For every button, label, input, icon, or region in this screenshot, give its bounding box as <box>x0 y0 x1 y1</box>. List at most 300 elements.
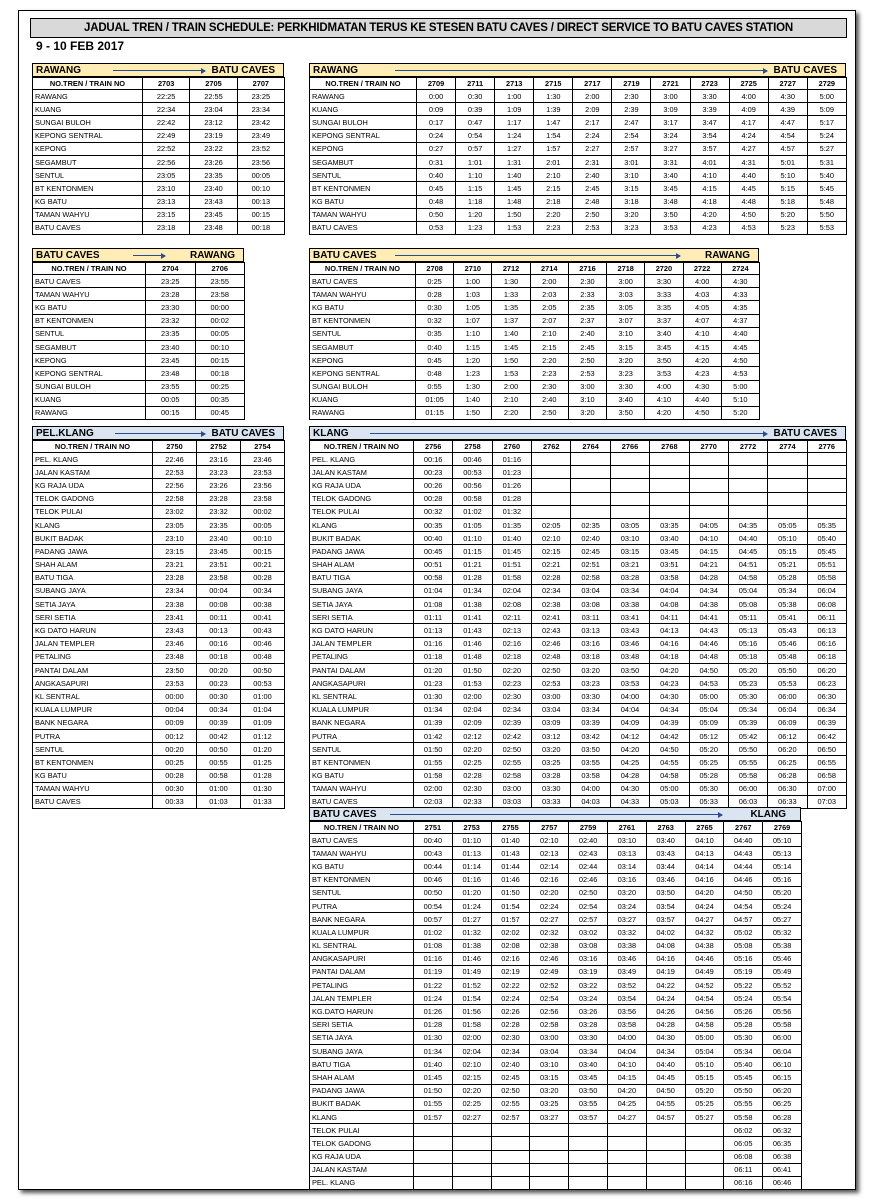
departure-time: 4:20 <box>690 208 729 221</box>
departure-time: 4:54 <box>768 129 807 142</box>
departure-time: 23:04 <box>190 103 237 116</box>
table-row <box>310 886 802 899</box>
departure-time: 01:49 <box>452 965 491 978</box>
departure-time: 04:09 <box>610 716 649 729</box>
train-number: 2712 <box>492 263 530 275</box>
train-number: 2765 <box>685 822 724 834</box>
train-number: 2750 <box>153 441 197 453</box>
departure-time: 06:18 <box>807 650 846 663</box>
departure-time: 3:27 <box>651 142 690 155</box>
departure-time: 3:30 <box>690 90 729 103</box>
departure-time <box>532 453 571 466</box>
departure-time: 06:28 <box>768 769 807 782</box>
table-row <box>310 155 847 168</box>
departure-time: 3:37 <box>645 314 683 327</box>
departure-time: 22:25 <box>143 90 190 103</box>
departure-time: 05:02 <box>724 926 763 939</box>
departure-time: 23:25 <box>146 275 196 288</box>
departure-time <box>607 1163 646 1176</box>
departure-time: 01:56 <box>452 1005 491 1018</box>
departure-time: 00:34 <box>197 703 241 716</box>
origin-station: BATU CAVES <box>313 250 377 261</box>
departure-time: 01:45 <box>414 1071 453 1084</box>
station-name: SENTUL <box>33 169 143 182</box>
departure-time: 03:24 <box>607 899 646 912</box>
departure-time: 05:13 <box>763 847 802 860</box>
table-row <box>310 637 847 650</box>
departure-time: 23:42 <box>237 116 284 129</box>
departure-time: 01:32 <box>492 505 531 518</box>
departure-time: 00:02 <box>195 314 245 327</box>
departure-time: 2:53 <box>573 221 612 234</box>
departure-time: 05:38 <box>763 939 802 952</box>
departure-time <box>452 1150 491 1163</box>
departure-time: 06:38 <box>763 1150 802 1163</box>
departure-time: 3:23 <box>607 367 645 380</box>
departure-time: 03:03 <box>492 795 531 808</box>
departure-time: 4:47 <box>768 116 807 129</box>
departure-time: 00:15 <box>237 208 284 221</box>
origin-station: RAWANG <box>313 65 358 76</box>
departure-time: 03:15 <box>610 545 649 558</box>
departure-time: 01:09 <box>241 716 285 729</box>
station-name: BATU CAVES <box>33 221 143 234</box>
departure-time: 03:28 <box>532 769 571 782</box>
station-name: TAMAN WAHYU <box>310 208 417 221</box>
departure-time: 05:15 <box>768 545 807 558</box>
table-batucaves-to-rawang-late <box>32 248 244 420</box>
departure-time: 0:45 <box>417 182 456 195</box>
departure-time: 01:55 <box>414 1097 453 1110</box>
departure-time: 05:30 <box>724 1031 763 1044</box>
departure-time: 03:10 <box>610 532 649 545</box>
station-name: KG BATU <box>310 769 414 782</box>
station-name: KEPONG <box>310 142 417 155</box>
departure-time: 01:03 <box>197 795 241 808</box>
departure-time: 03:50 <box>571 743 610 756</box>
station-name: TELOK PULAI <box>310 505 414 518</box>
departure-time: 04:19 <box>646 965 685 978</box>
station-name: KUANG <box>33 103 143 116</box>
departure-time: 2:15 <box>534 182 573 195</box>
departure-time: 4:40 <box>721 327 759 340</box>
departure-time: 04:10 <box>689 532 728 545</box>
departure-time: 00:15 <box>195 354 245 367</box>
station-name: PETALING <box>33 650 153 663</box>
departure-time: 03:08 <box>571 598 610 611</box>
departure-time: 2:30 <box>568 275 606 288</box>
departure-time: 05:52 <box>763 979 802 992</box>
departure-time: 1:40 <box>454 393 492 406</box>
station-name: SENTUL <box>310 327 416 340</box>
departure-time: 05:08 <box>724 939 763 952</box>
departure-time: 03:55 <box>571 756 610 769</box>
departure-time: 3:05 <box>607 301 645 314</box>
departure-time: 04:15 <box>607 1071 646 1084</box>
departure-time: 1:00 <box>495 90 534 103</box>
departure-time: 02:45 <box>571 545 610 558</box>
departure-time: 03:20 <box>607 886 646 899</box>
departure-time: 0:30 <box>456 90 495 103</box>
departure-time <box>491 1163 530 1176</box>
station-name: BANK NEGARA <box>33 716 153 729</box>
departure-time <box>491 1137 530 1150</box>
train-number: 2752 <box>197 441 241 453</box>
station-name: RAWANG <box>33 406 146 419</box>
departure-time: 5:01 <box>768 155 807 168</box>
departure-time: 05:41 <box>768 611 807 624</box>
station-name: SUNGAI BULOH <box>33 116 143 129</box>
departure-time: 01:16 <box>414 637 453 650</box>
departure-time: 04:03 <box>571 795 610 808</box>
departure-time: 05:14 <box>763 860 802 873</box>
train-number: 2713 <box>495 78 534 90</box>
departure-time: 02:58 <box>530 1018 569 1031</box>
departure-time <box>607 1150 646 1163</box>
departure-time: 3:10 <box>568 393 606 406</box>
station-name: BT KENTONMEN <box>310 873 414 886</box>
departure-time: 3:30 <box>607 380 645 393</box>
station-name: BT KENTONMEN <box>33 314 146 327</box>
departure-time: 3:15 <box>612 182 651 195</box>
table-row <box>33 769 285 782</box>
departure-time: 2:37 <box>568 314 606 327</box>
departure-time: 1:53 <box>492 367 530 380</box>
departure-time: 0:47 <box>456 116 495 129</box>
table-row <box>33 795 285 808</box>
departure-time: 02:55 <box>491 1097 530 1110</box>
departure-time: 02:33 <box>453 795 492 808</box>
departure-time: 3:20 <box>568 406 606 419</box>
departure-time: 22:53 <box>153 466 197 479</box>
table-row <box>33 743 285 756</box>
departure-time: 5:53 <box>807 221 846 234</box>
departure-time: 01:58 <box>452 1018 491 1031</box>
station-name: ANGKASAPURI <box>310 677 414 690</box>
destination-station: KLANG <box>750 809 786 820</box>
departure-time: 03:54 <box>607 992 646 1005</box>
departure-time: 0:48 <box>416 367 454 380</box>
departure-time: 05:22 <box>724 979 763 992</box>
departure-time <box>414 1124 453 1137</box>
schedule-date: 9 - 10 FEB 2017 <box>36 39 125 53</box>
departure-time: 4:07 <box>683 314 721 327</box>
station-name: ANGKASAPURI <box>33 677 153 690</box>
departure-time: 04:32 <box>685 926 724 939</box>
departure-time: 3:45 <box>645 340 683 353</box>
departure-time: 06:12 <box>768 729 807 742</box>
departure-time <box>569 1137 608 1150</box>
station-name: PEL. KLANG <box>310 453 414 466</box>
station-name: KEPONG SENTRAL <box>33 129 143 142</box>
departure-time: 02:56 <box>530 1005 569 1018</box>
departure-time: 02:57 <box>569 913 608 926</box>
departure-time: 05:21 <box>768 558 807 571</box>
table-row <box>33 716 285 729</box>
station-name: PUTRA <box>310 899 414 912</box>
departure-time: 5:18 <box>768 195 807 208</box>
departure-time: 02:24 <box>530 899 569 912</box>
departure-time: 4:50 <box>721 354 759 367</box>
departure-time: 0:40 <box>416 340 454 353</box>
departure-time: 4:33 <box>721 288 759 301</box>
departure-time: 00:57 <box>414 913 453 926</box>
departure-time: 02:08 <box>492 598 531 611</box>
table-row <box>310 1084 802 1097</box>
departure-time: 0:25 <box>416 275 454 288</box>
table-rawang-to-batucaves-early <box>309 63 846 235</box>
table-header <box>32 426 284 440</box>
departure-time: 2:57 <box>612 142 651 155</box>
departure-time: 02:10 <box>452 1058 491 1071</box>
departure-time: 0:09 <box>417 103 456 116</box>
departure-time: 3:53 <box>645 367 683 380</box>
table-row <box>33 221 285 234</box>
departure-time: 01:28 <box>241 769 285 782</box>
departure-time: 00:05 <box>146 393 196 406</box>
departure-time <box>530 1163 569 1176</box>
departure-time: 3:31 <box>651 155 690 168</box>
station-name: KG BATU <box>33 195 143 208</box>
departure-time: 04:13 <box>685 847 724 860</box>
station-name: JALAN TEMPLER <box>310 992 414 1005</box>
departure-time: 0:53 <box>417 221 456 234</box>
table-header <box>309 63 846 77</box>
departure-time: 03:40 <box>569 1058 608 1071</box>
departure-time: 06:03 <box>728 795 767 808</box>
departure-time: 5:17 <box>807 116 846 129</box>
departure-time: 00:16 <box>414 453 453 466</box>
departure-time: 04:38 <box>685 939 724 952</box>
table-row <box>33 116 285 129</box>
station-name: KUALA LUMPUR <box>310 926 414 939</box>
departure-time: 01:02 <box>414 926 453 939</box>
departure-time: 05:28 <box>768 571 807 584</box>
departure-time: 01:39 <box>414 716 453 729</box>
departure-time: 3:00 <box>568 380 606 393</box>
departure-time: 00:55 <box>197 756 241 769</box>
departure-time <box>452 1163 491 1176</box>
table-row <box>33 406 245 419</box>
departure-time: 03:39 <box>571 716 610 729</box>
departure-time <box>646 1150 685 1163</box>
table-row <box>310 769 847 782</box>
departure-time: 02:32 <box>530 926 569 939</box>
departure-time: 04:58 <box>728 571 767 584</box>
departure-time: 05:10 <box>685 1058 724 1071</box>
departure-time: 06:23 <box>807 677 846 690</box>
departure-time: 04:39 <box>650 716 689 729</box>
table-row <box>310 939 802 952</box>
departure-time: 00:28 <box>153 769 197 782</box>
departure-time: 02:45 <box>491 1071 530 1084</box>
table-row <box>33 558 285 571</box>
departure-time: 1:18 <box>456 195 495 208</box>
station-name: TELOK GADONG <box>33 492 153 505</box>
station-name: BATU CAVES <box>310 275 416 288</box>
departure-time: 3:24 <box>651 129 690 142</box>
departure-time: 03:10 <box>530 1058 569 1071</box>
departure-time: 04:46 <box>724 873 763 886</box>
departure-time: 2:39 <box>612 103 651 116</box>
departure-time: 04:56 <box>685 1005 724 1018</box>
departure-time: 5:10 <box>721 393 759 406</box>
departure-time: 07:00 <box>807 782 846 795</box>
departure-time <box>650 466 689 479</box>
station-name: KG BATU <box>310 301 416 314</box>
departure-time: 2:40 <box>573 169 612 182</box>
departure-time: 02:34 <box>532 584 571 597</box>
departure-time: 4:30 <box>721 275 759 288</box>
departure-time: 00:20 <box>197 664 241 677</box>
departure-time: 04:28 <box>689 571 728 584</box>
departure-time: 05:16 <box>724 952 763 965</box>
departure-time <box>807 466 846 479</box>
destination-station: BATU CAVES <box>773 428 837 439</box>
departure-time: 06:20 <box>763 1084 802 1097</box>
departure-time: 23:28 <box>146 288 196 301</box>
departure-time: 3:48 <box>651 195 690 208</box>
departure-time: 02:20 <box>492 664 531 677</box>
departure-time: 05:50 <box>728 743 767 756</box>
train-number-row <box>310 822 802 834</box>
departure-time: 03:16 <box>607 873 646 886</box>
departure-time: 02:50 <box>491 1084 530 1097</box>
departure-time: 23:10 <box>153 532 197 545</box>
departure-time: 23:53 <box>153 677 197 690</box>
departure-time: 02:40 <box>571 532 610 545</box>
departure-time: 01:24 <box>452 899 491 912</box>
departure-time: 23:46 <box>153 637 197 650</box>
departure-time: 05:46 <box>763 952 802 965</box>
departure-time: 4:48 <box>729 195 768 208</box>
station-name: SEGAMBUT <box>310 155 417 168</box>
departure-time: 03:25 <box>532 756 571 769</box>
page-title: JADUAL TREN / TRAIN SCHEDULE: PERKHIDMATAN TERUS KE STESEN BATU CAVES / DIRECT SERVICE TO BATU CAVES STATION <box>30 18 847 38</box>
departure-time: 03:54 <box>646 899 685 912</box>
departure-time: 2:33 <box>568 288 606 301</box>
departure-time: 00:02 <box>241 505 285 518</box>
departure-time: 01:45 <box>492 545 531 558</box>
departure-time: 01:04 <box>241 703 285 716</box>
departure-time: 02:03 <box>414 795 453 808</box>
departure-time: 4:24 <box>729 129 768 142</box>
departure-time: 06:58 <box>807 769 846 782</box>
table-row <box>310 195 847 208</box>
departure-time: 2:20 <box>534 208 573 221</box>
table-row <box>310 677 847 690</box>
departure-time: 1:33 <box>492 288 530 301</box>
departure-time <box>610 505 649 518</box>
departure-time: 01:41 <box>453 611 492 624</box>
departure-time: 02:53 <box>532 677 571 690</box>
table-row <box>33 327 245 340</box>
table-row <box>310 1150 802 1163</box>
table-row <box>310 518 847 531</box>
table-header <box>32 63 284 77</box>
departure-time: 2:00 <box>573 90 612 103</box>
departure-time: 2:17 <box>573 116 612 129</box>
station-name: KEPONG <box>33 354 146 367</box>
departure-time: 05:03 <box>650 795 689 808</box>
departure-time: 03:50 <box>569 1084 608 1097</box>
departure-time: 23:26 <box>190 155 237 168</box>
departure-time: 03:13 <box>607 847 646 860</box>
departure-time: 5:40 <box>807 169 846 182</box>
table-row <box>310 340 760 353</box>
departure-time: 0:30 <box>416 301 454 314</box>
departure-time: 04:00 <box>607 1031 646 1044</box>
departure-time <box>650 505 689 518</box>
departure-time: 04:53 <box>689 677 728 690</box>
departure-time: 01:44 <box>491 860 530 873</box>
station-name: SUNGAI BULOH <box>33 380 146 393</box>
departure-time: 2:45 <box>573 182 612 195</box>
table-header <box>309 426 846 440</box>
table-row <box>310 314 760 327</box>
departure-time: 3:10 <box>612 169 651 182</box>
station-name: SENTUL <box>310 169 417 182</box>
departure-time: 00:43 <box>241 624 285 637</box>
departure-time: 23:56 <box>237 155 284 168</box>
departure-time: 02:25 <box>452 1097 491 1110</box>
train-number: 2766 <box>610 441 649 453</box>
departure-time: 2:30 <box>612 90 651 103</box>
station-name: SHAH ALAM <box>310 1071 414 1084</box>
departure-time: 04:10 <box>685 834 724 847</box>
departure-time: 02:30 <box>453 782 492 795</box>
departure-time: 03:27 <box>607 913 646 926</box>
departure-time: 05:34 <box>728 703 767 716</box>
departure-time: 00:08 <box>197 598 241 611</box>
departure-time: 02:25 <box>453 756 492 769</box>
table-row <box>310 1058 802 1071</box>
departure-time: 5:27 <box>807 142 846 155</box>
departure-time: 02:04 <box>492 584 531 597</box>
departure-time: 01:28 <box>492 492 531 505</box>
departure-time: 03:20 <box>571 664 610 677</box>
departure-time: 3:50 <box>645 354 683 367</box>
table-row <box>310 275 760 288</box>
departure-time: 23:45 <box>146 354 196 367</box>
table-row <box>310 756 847 769</box>
station-name: BANK NEGARA <box>310 716 414 729</box>
departure-time: 23:02 <box>153 505 197 518</box>
departure-time: 05:23 <box>728 677 767 690</box>
station-name: SUBANG JAYA <box>33 584 153 597</box>
departure-time: 04:00 <box>571 782 610 795</box>
departure-time: 2:09 <box>573 103 612 116</box>
departure-time: 3:20 <box>612 208 651 221</box>
departure-time: 01:15 <box>416 406 454 419</box>
departure-time: 23:56 <box>241 479 285 492</box>
departure-time: 04:55 <box>646 1097 685 1110</box>
table-row <box>33 354 245 367</box>
table-row <box>310 624 847 637</box>
departure-time: 00:21 <box>241 558 285 571</box>
departure-time: 00:23 <box>414 466 453 479</box>
departure-time: 5:15 <box>768 182 807 195</box>
departure-time <box>532 492 571 505</box>
departure-time: 05:20 <box>728 664 767 677</box>
departure-time: 06:25 <box>768 756 807 769</box>
departure-time: 03:32 <box>607 926 646 939</box>
departure-time: 3:50 <box>651 208 690 221</box>
departure-time: 23:48 <box>146 367 196 380</box>
departure-time <box>414 1163 453 1176</box>
table-row <box>310 558 847 571</box>
departure-time: 02:12 <box>453 729 492 742</box>
